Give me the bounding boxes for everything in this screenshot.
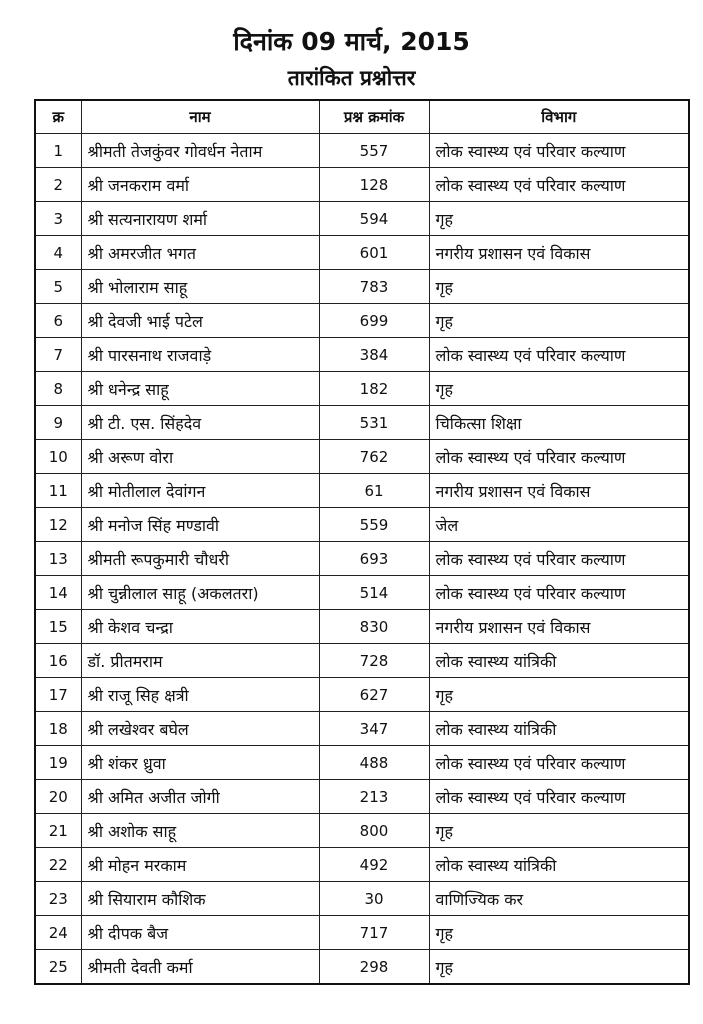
cell-serial-number: 23	[35, 882, 81, 916]
table-row	[35, 304, 689, 338]
cell-serial-number: 5	[35, 270, 81, 304]
cell-member-name: श्री जनकराम वर्मा	[81, 168, 319, 202]
cell-member-name: श्री मनोज सिंह मण्डावी	[81, 508, 319, 542]
cell-department: गृह	[429, 678, 689, 712]
cell-department: लोक स्वास्थ्य एवं परिवार कल्याण	[429, 168, 689, 202]
cell-serial-number: 8	[35, 372, 81, 406]
cell-question-number: 699	[319, 304, 429, 338]
table-row	[35, 644, 689, 678]
cell-member-name: श्री मोतीलाल देवांगन	[81, 474, 319, 508]
cell-serial-number: 19	[35, 746, 81, 780]
cell-member-name: श्री देवजी भाई पटेल	[81, 304, 319, 338]
cell-serial-number: 7	[35, 338, 81, 372]
column-header-sno: क्र	[35, 100, 81, 134]
table-row	[35, 950, 689, 985]
page-subtitle: तारांकित प्रश्नोत्तर	[287, 66, 416, 90]
cell-member-name: श्री टी. एस. सिंहदेव	[81, 406, 319, 440]
cell-member-name: श्री लखेश्वर बघेल	[81, 712, 319, 746]
cell-question-number: 298	[319, 950, 429, 985]
cell-department: लोक स्वास्थ्य एवं परिवार कल्याण	[429, 440, 689, 474]
cell-department: नगरीय प्रशासन एवं विकास	[429, 236, 689, 270]
cell-member-name: श्रीमती देवती कर्मा	[81, 950, 319, 985]
cell-serial-number: 2	[35, 168, 81, 202]
column-header-question-number: प्रश्न क्रमांक	[319, 100, 429, 134]
cell-question-number: 559	[319, 508, 429, 542]
cell-member-name: श्री अमित अजीत जोगी	[81, 780, 319, 814]
cell-department: गृह	[429, 270, 689, 304]
cell-member-name: श्रीमती तेजकुंवर गोवर्धन नेताम	[81, 134, 319, 168]
cell-serial-number: 20	[35, 780, 81, 814]
column-header-department: विभाग	[429, 100, 689, 134]
cell-department: लोक स्वास्थ्य यांत्रिकी	[429, 644, 689, 678]
cell-serial-number: 21	[35, 814, 81, 848]
cell-serial-number: 25	[35, 950, 81, 985]
table-row	[35, 678, 689, 712]
table-row	[35, 440, 689, 474]
cell-member-name: श्री सियाराम कौशिक	[81, 882, 319, 916]
cell-member-name: श्री शंकर ध्रुवा	[81, 746, 319, 780]
cell-serial-number: 13	[35, 542, 81, 576]
cell-serial-number: 14	[35, 576, 81, 610]
cell-question-number: 384	[319, 338, 429, 372]
cell-serial-number: 17	[35, 678, 81, 712]
table-row	[35, 474, 689, 508]
table-row	[35, 338, 689, 372]
table-row	[35, 406, 689, 440]
cell-department: वाणिज्यिक कर	[429, 882, 689, 916]
cell-department: गृह	[429, 304, 689, 338]
cell-department: गृह	[429, 916, 689, 950]
cell-question-number: 213	[319, 780, 429, 814]
cell-question-number: 514	[319, 576, 429, 610]
cell-question-number: 61	[319, 474, 429, 508]
table-row	[35, 746, 689, 780]
table-row	[35, 270, 689, 304]
cell-member-name: श्री मोहन मरकाम	[81, 848, 319, 882]
table-row	[35, 610, 689, 644]
table-row	[35, 134, 689, 168]
table-row	[35, 372, 689, 406]
cell-question-number: 717	[319, 916, 429, 950]
cell-member-name: श्री चुन्नीलाल साहू (अकलतरा)	[81, 576, 319, 610]
cell-question-number: 693	[319, 542, 429, 576]
table-row	[35, 168, 689, 202]
cell-department: जेल	[429, 508, 689, 542]
cell-department: नगरीय प्रशासन एवं विकास	[429, 474, 689, 508]
cell-serial-number: 22	[35, 848, 81, 882]
cell-department: लोक स्वास्थ्य एवं परिवार कल्याण	[429, 780, 689, 814]
cell-serial-number: 12	[35, 508, 81, 542]
cell-question-number: 492	[319, 848, 429, 882]
cell-department: गृह	[429, 202, 689, 236]
cell-question-number: 627	[319, 678, 429, 712]
cell-serial-number: 16	[35, 644, 81, 678]
cell-serial-number: 24	[35, 916, 81, 950]
cell-member-name: श्री अमरजीत भगत	[81, 236, 319, 270]
cell-member-name: श्रीमती रूपकुमारी चौधरी	[81, 542, 319, 576]
table-row	[35, 508, 689, 542]
cell-member-name: श्री अशोक साहू	[81, 814, 319, 848]
cell-department: लोक स्वास्थ्य एवं परिवार कल्याण	[429, 746, 689, 780]
cell-member-name: श्री दीपक बैज	[81, 916, 319, 950]
cell-department: लोक स्वास्थ्य एवं परिवार कल्याण	[429, 134, 689, 168]
table-row	[35, 712, 689, 746]
cell-question-number: 557	[319, 134, 429, 168]
cell-serial-number: 11	[35, 474, 81, 508]
questions-table	[34, 99, 690, 985]
table-header-row	[35, 100, 689, 134]
cell-serial-number: 6	[35, 304, 81, 338]
table-row	[35, 202, 689, 236]
cell-question-number: 728	[319, 644, 429, 678]
cell-member-name: श्री सत्यनारायण शर्मा	[81, 202, 319, 236]
page-title: दिनांक 09 मार्च, 2015	[233, 27, 470, 56]
table-row	[35, 236, 689, 270]
cell-member-name: श्री अरूण वोरा	[81, 440, 319, 474]
cell-department: चिकित्सा शिक्षा	[429, 406, 689, 440]
cell-member-name: श्री पारसनाथ राजवाड़े	[81, 338, 319, 372]
cell-question-number: 601	[319, 236, 429, 270]
table-row	[35, 814, 689, 848]
cell-question-number: 128	[319, 168, 429, 202]
cell-question-number: 594	[319, 202, 429, 236]
cell-member-name: श्री धनेन्द्र साहू	[81, 372, 319, 406]
cell-question-number: 830	[319, 610, 429, 644]
cell-member-name: श्री केशव चन्द्रा	[81, 610, 319, 644]
cell-department: लोक स्वास्थ्य एवं परिवार कल्याण	[429, 542, 689, 576]
cell-department: लोक स्वास्थ्य एवं परिवार कल्याण	[429, 338, 689, 372]
cell-question-number: 182	[319, 372, 429, 406]
cell-department: गृह	[429, 372, 689, 406]
cell-serial-number: 10	[35, 440, 81, 474]
table-row	[35, 848, 689, 882]
cell-member-name: श्री राजू सिह क्षत्री	[81, 678, 319, 712]
table-row	[35, 576, 689, 610]
cell-question-number: 762	[319, 440, 429, 474]
cell-department: लोक स्वास्थ्य एवं परिवार कल्याण	[429, 576, 689, 610]
cell-department: नगरीय प्रशासन एवं विकास	[429, 610, 689, 644]
cell-question-number: 30	[319, 882, 429, 916]
column-header-name: नाम	[81, 100, 319, 134]
cell-member-name: डॉ. प्रीतमराम	[81, 644, 319, 678]
cell-serial-number: 4	[35, 236, 81, 270]
cell-member-name: श्री भोलाराम साहू	[81, 270, 319, 304]
table-row	[35, 542, 689, 576]
cell-department: लोक स्वास्थ्य यांत्रिकी	[429, 848, 689, 882]
cell-question-number: 800	[319, 814, 429, 848]
cell-department: गृह	[429, 950, 689, 985]
cell-question-number: 488	[319, 746, 429, 780]
table-row	[35, 780, 689, 814]
cell-question-number: 531	[319, 406, 429, 440]
cell-serial-number: 9	[35, 406, 81, 440]
cell-serial-number: 18	[35, 712, 81, 746]
table-row	[35, 916, 689, 950]
cell-serial-number: 15	[35, 610, 81, 644]
table-row	[35, 882, 689, 916]
cell-serial-number: 3	[35, 202, 81, 236]
cell-department: गृह	[429, 814, 689, 848]
cell-department: लोक स्वास्थ्य यांत्रिकी	[429, 712, 689, 746]
cell-question-number: 783	[319, 270, 429, 304]
cell-question-number: 347	[319, 712, 429, 746]
cell-serial-number: 1	[35, 134, 81, 168]
